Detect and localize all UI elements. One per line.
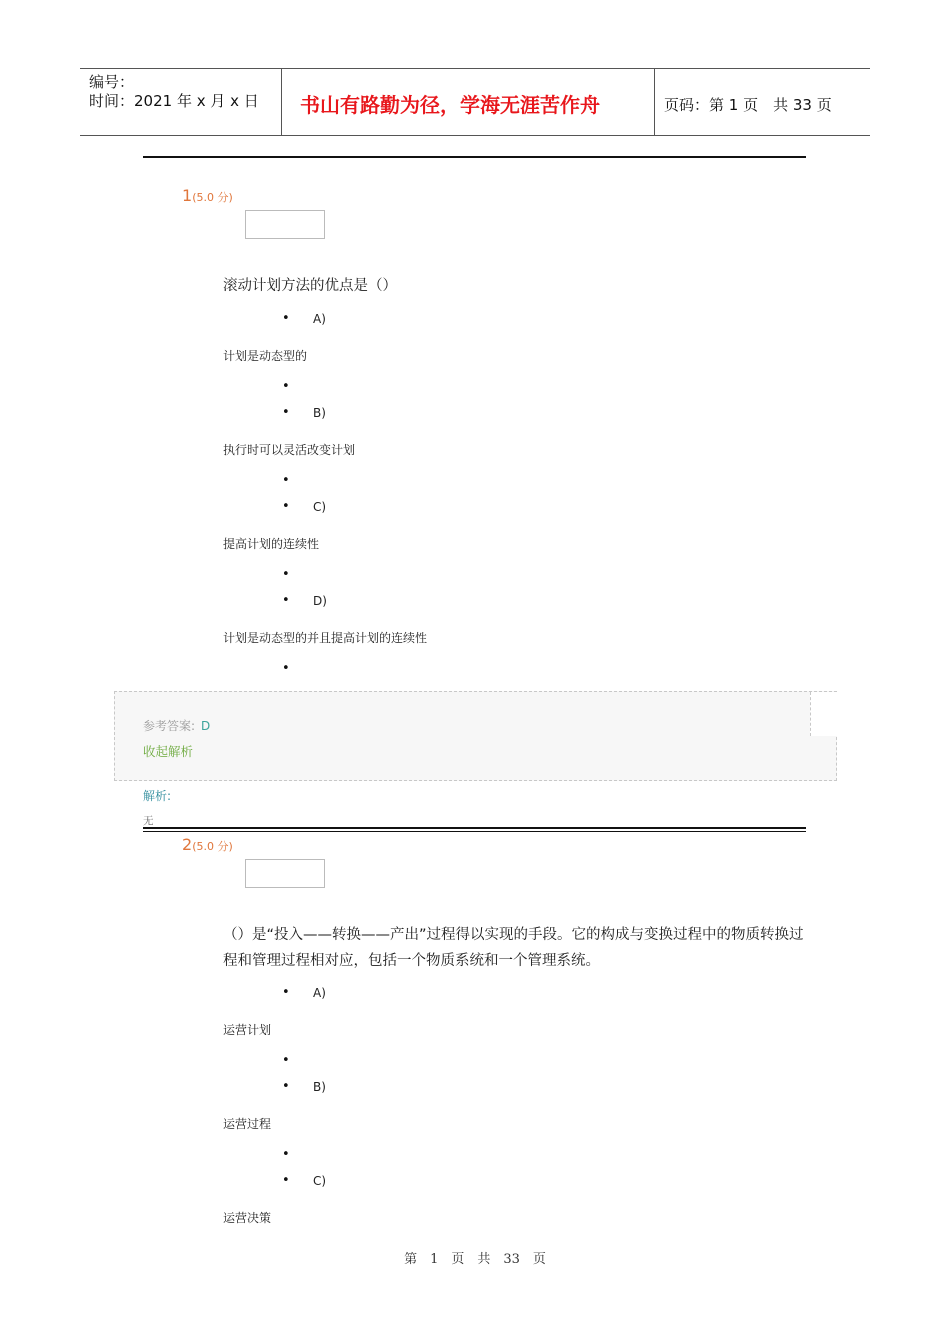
analysis-text: 无 (143, 815, 154, 827)
question-number (182, 186, 233, 205)
reference-answer-label: 参考答案: (143, 719, 196, 733)
option-bullet: • (282, 379, 290, 394)
option-letter: C) (313, 500, 327, 514)
question-number-value: 1 (182, 186, 193, 205)
option-a-text[interactable]: 运营计划 (223, 1023, 272, 1037)
doc-number-label: 编号： (89, 73, 135, 91)
question-separator (143, 827, 806, 829)
reference-answer (143, 717, 210, 734)
option-bullet: • (282, 311, 290, 326)
question-stem: （）是“投入——转换——产出”过程得以实现的手段。它的构成与变换过程中的物质转换过程和管理过程相对应，包括一个物质系统和一个管理系统。 (223, 927, 804, 969)
option-bullet: • (282, 1053, 290, 1068)
header-top-border (80, 68, 870, 69)
option-bullet: • (282, 567, 290, 582)
option-letter: B) (313, 1080, 326, 1094)
question-number (182, 835, 233, 854)
option-bullet: • (282, 405, 290, 420)
header-page-info: 页码：第 1 页 共 33 页 (664, 96, 832, 114)
question-points: (5.0 分) (192, 191, 233, 204)
reference-answer-panel (114, 691, 837, 781)
option-b-text[interactable]: 运营过程 (223, 1117, 272, 1131)
option-bullet: • (282, 1147, 290, 1162)
option-bullet: • (282, 593, 290, 608)
option-bullet: • (282, 1079, 290, 1094)
header-motto: 书山有路勤为径，学海无涯苦作舟 (300, 93, 600, 117)
collapse-analysis-link[interactable]: 收起解析 (143, 744, 194, 759)
option-bullet: • (282, 1173, 290, 1188)
reference-answer-value: D (201, 719, 211, 733)
option-c-text[interactable]: 提高计划的连续性 (223, 537, 320, 551)
option-bullet: • (282, 499, 290, 514)
option-d-text[interactable]: 计划是动态型的并且提高计划的连续性 (223, 631, 428, 645)
panel-notch (810, 692, 838, 736)
section-rule (143, 156, 806, 158)
header-divider (281, 68, 282, 136)
question-points: (5.0 分) (192, 840, 233, 853)
header-bottom-border (80, 135, 870, 136)
option-letter: B) (313, 406, 326, 420)
option-letter: C) (313, 1174, 327, 1188)
doc-time-label: 时间：2021 年 x 月 x 日 (89, 92, 259, 110)
option-c-text[interactable]: 运营决策 (223, 1211, 272, 1225)
option-bullet: • (282, 661, 290, 676)
option-letter: A) (313, 986, 326, 1000)
option-b-text[interactable]: 执行时可以灵活改变计划 (223, 443, 356, 457)
page-footer: 第 1 页 共 33 页 (404, 1252, 546, 1267)
option-a-text[interactable]: 计划是动态型的 (223, 349, 308, 363)
option-letter: A) (313, 312, 326, 326)
option-letter: D) (313, 594, 327, 608)
option-bullet: • (282, 985, 290, 1000)
option-bullet: • (282, 473, 290, 488)
question-number-value: 2 (182, 835, 193, 854)
question-separator (143, 831, 806, 832)
question-stem: 滚动计划方法的优点是（） (223, 278, 397, 294)
header-divider (654, 68, 655, 136)
analysis-label: 解析: (143, 789, 172, 803)
answer-input-box[interactable] (245, 859, 325, 888)
answer-input-box[interactable] (245, 210, 325, 239)
